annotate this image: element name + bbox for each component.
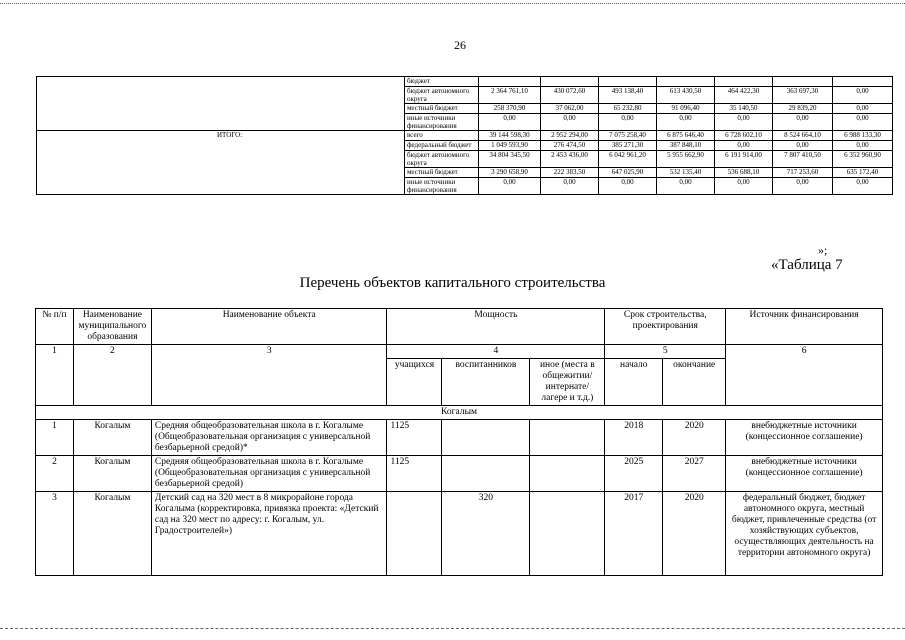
fin-value-cell: 2 453 436,00: [541, 151, 599, 168]
row-pupils: [442, 456, 530, 492]
fin-value-cell: 6 042 961,20: [599, 151, 657, 168]
fin-value-cell: [715, 77, 773, 87]
header-municipality: Наименование муниципального образования: [73, 309, 151, 345]
fin-value-cell: 5 955 662,90: [657, 151, 715, 168]
page-number: 26: [454, 38, 466, 52]
row-other: [530, 492, 605, 576]
fin-value-cell: 647 025,90: [599, 168, 657, 178]
fin-value-cell: 0,00: [715, 178, 773, 195]
fin-value-cell: 65 232,80: [599, 104, 657, 114]
fin-value-cell: [599, 77, 657, 87]
fin-value-cell: [657, 77, 715, 87]
fin-value-cell: 35 140,50: [715, 104, 773, 114]
fin-value-cell: 387 848,10: [657, 141, 715, 151]
fin-row: [37, 131, 893, 141]
subheader-students: учащихся: [387, 359, 442, 406]
scan-bottom-edge: [0, 628, 905, 630]
fin-value-cell: 536 688,10: [715, 168, 773, 178]
header-capacity: Мощность: [387, 309, 605, 345]
fin-value-cell: 0,00: [541, 114, 599, 131]
row-num: 3: [36, 492, 74, 576]
fin-value-cell: [479, 77, 541, 87]
fin-value-cell: 39 144 598,30: [479, 131, 541, 141]
fin-value-cell: 0,00: [599, 178, 657, 195]
row-students: 1125: [387, 420, 442, 456]
row-end: 2020: [663, 420, 726, 456]
fin-value-cell: 37 062,00: [541, 104, 599, 114]
fin-value-cell: 7 075 258,40: [599, 131, 657, 141]
colnum-6: 6: [726, 345, 883, 406]
fin-value-cell: 7 807 410,50: [773, 151, 833, 168]
fin-row-label: местный бюджет: [405, 104, 479, 114]
fin-row-label: всего: [405, 131, 479, 141]
fin-value-cell: 0,00: [833, 178, 893, 195]
fin-value-cell: 532 135,40: [657, 168, 715, 178]
fin-value-cell: 0,00: [657, 178, 715, 195]
fin-value-cell: 258 370,90: [479, 104, 541, 114]
row-num: 1: [36, 420, 74, 456]
row-municipality: Когалым: [73, 492, 151, 576]
row-pupils: [442, 420, 530, 456]
fin-row-label: федеральный бюджет: [405, 141, 479, 151]
fin-value-cell: [541, 77, 599, 87]
row-students: [387, 492, 442, 576]
fin-value-cell: 6 352 960,90: [833, 151, 893, 168]
row-pupils: 320: [442, 492, 530, 576]
fin-value-cell: 363 697,30: [773, 87, 833, 104]
fin-value-cell: 0,00: [773, 178, 833, 195]
colnum-3: 3: [151, 345, 387, 406]
subheader-start: начало: [605, 359, 663, 406]
table-row: [36, 456, 883, 492]
row-source: федеральный бюджет, бюджет автономного округа, местный бюджет, привлеченные средства (от хозяйствующих субъектов, осуществляющих деятельность на территории автономного округа): [726, 492, 883, 576]
fin-value-cell: 385 271,30: [599, 141, 657, 151]
objects-table: [35, 308, 883, 576]
row-start: 2018: [605, 420, 663, 456]
colnum-2: 2: [73, 345, 151, 406]
header-object: Наименование объекта: [151, 309, 387, 345]
row-end: 2020: [663, 492, 726, 576]
header-num: № п/п: [36, 309, 74, 345]
colnum-1: 1: [36, 345, 74, 406]
header-term: Срок строительства, проектирования: [605, 309, 726, 345]
fin-value-cell: 0,00: [715, 141, 773, 151]
fin-value-cell: 0,00: [833, 87, 893, 104]
header-source: Источник финансирования: [726, 309, 883, 345]
row-students: 1125: [387, 456, 442, 492]
fin-value-cell: 0,00: [599, 114, 657, 131]
fin-value-cell: 0,00: [773, 114, 833, 131]
row-object: Средняя общеобразовательная школа в г. Когалыме (Общеобразовательная организация с универсальной безбарьерной средой)*: [151, 420, 387, 456]
section-kogalym: Когалым: [36, 406, 883, 420]
fin-value-cell: 0,00: [541, 178, 599, 195]
fin-row-label: местный бюджет: [405, 168, 479, 178]
table-row: [36, 420, 883, 456]
colnum-4: 4: [387, 345, 605, 359]
fin-value-cell: 0,00: [657, 114, 715, 131]
fin-value-cell: 6 191 914,00: [715, 151, 773, 168]
fin-value-cell: 635 172,40: [833, 168, 893, 178]
row-start: 2017: [605, 492, 663, 576]
fin-value-cell: 0,00: [479, 178, 541, 195]
fin-row-label: бюджет: [405, 77, 479, 87]
fin-blank-cell: [37, 77, 405, 131]
subheader-other: иное (места в общежитии/ интернате/ лагере и т.д.): [530, 359, 605, 406]
fin-row-label: иные источники финансирования: [405, 114, 479, 131]
row-end: 2027: [663, 456, 726, 492]
row-source: внебюджетные источники (концессионное соглашение): [726, 456, 883, 492]
row-municipality: Когалым: [73, 456, 151, 492]
fin-itogo-label: ИТОГО:: [37, 131, 405, 195]
row-other: [530, 420, 605, 456]
fin-value-cell: 6 728 602,10: [715, 131, 773, 141]
scan-top-edge: [0, 3, 905, 5]
fin-value-cell: [773, 77, 833, 87]
fin-value-cell: 0,00: [773, 141, 833, 151]
fin-row-label: бюджет автономного округа: [405, 151, 479, 168]
fin-value-cell: 29 839,20: [773, 104, 833, 114]
page-title: Перечень объектов капитального строительства: [299, 275, 606, 291]
fin-value-cell: 6 875 646,40: [657, 131, 715, 141]
fin-value-cell: 222 383,50: [541, 168, 599, 178]
fin-value-cell: 2 952 294,00: [541, 131, 599, 141]
table-label: «Таблица 7: [771, 257, 843, 273]
fin-value-cell: [833, 77, 893, 87]
fin-row: [37, 77, 893, 87]
fin-value-cell: 91 096,40: [657, 104, 715, 114]
fin-value-cell: 0,00: [715, 114, 773, 131]
row-object: Средняя общеобразовательная школа в г. Когалыме (Общеобразовательная организация с универсальной безбарьерной средой): [151, 456, 387, 492]
fin-row-label: бюджет автономного округа: [405, 87, 479, 104]
fin-row-label: иные источники финансирования: [405, 178, 479, 195]
quote-end: »;: [818, 243, 828, 257]
fin-value-cell: 613 430,50: [657, 87, 715, 104]
subheader-end: окончание: [663, 359, 726, 406]
fin-value-cell: 464 422,30: [715, 87, 773, 104]
fin-value-cell: 493 138,40: [599, 87, 657, 104]
financing-table: [36, 76, 893, 195]
row-municipality: Когалым: [73, 420, 151, 456]
row-start: 2025: [605, 456, 663, 492]
row-other: [530, 456, 605, 492]
fin-value-cell: 34 804 345,50: [479, 151, 541, 168]
row-object: Детский сад на 320 мест в 8 микрорайоне города Когалыма (корректировка, привязка проекта: «Детский сад на 320 мест по адресу: г. Когалым, ул. Градостроителей»): [151, 492, 387, 576]
fin-value-cell: 0,00: [833, 104, 893, 114]
row-source: внебюджетные источники (концессионное соглашение): [726, 420, 883, 456]
fin-value-cell: 0,00: [833, 141, 893, 151]
fin-value-cell: 430 072,60: [541, 87, 599, 104]
fin-value-cell: 2 364 761,10: [479, 87, 541, 104]
subheader-pupils: воспитанников: [442, 359, 530, 406]
colnum-5: 5: [605, 345, 726, 359]
table-row: [36, 492, 883, 576]
fin-value-cell: 0,00: [479, 114, 541, 131]
fin-value-cell: 717 253,60: [773, 168, 833, 178]
row-num: 2: [36, 456, 74, 492]
fin-value-cell: 3 290 658,90: [479, 168, 541, 178]
fin-value-cell: 1 049 593,90: [479, 141, 541, 151]
fin-value-cell: 6 988 133,30: [833, 131, 893, 141]
fin-value-cell: 8 524 664,10: [773, 131, 833, 141]
fin-value-cell: 276 474,50: [541, 141, 599, 151]
fin-value-cell: 0,00: [833, 114, 893, 131]
